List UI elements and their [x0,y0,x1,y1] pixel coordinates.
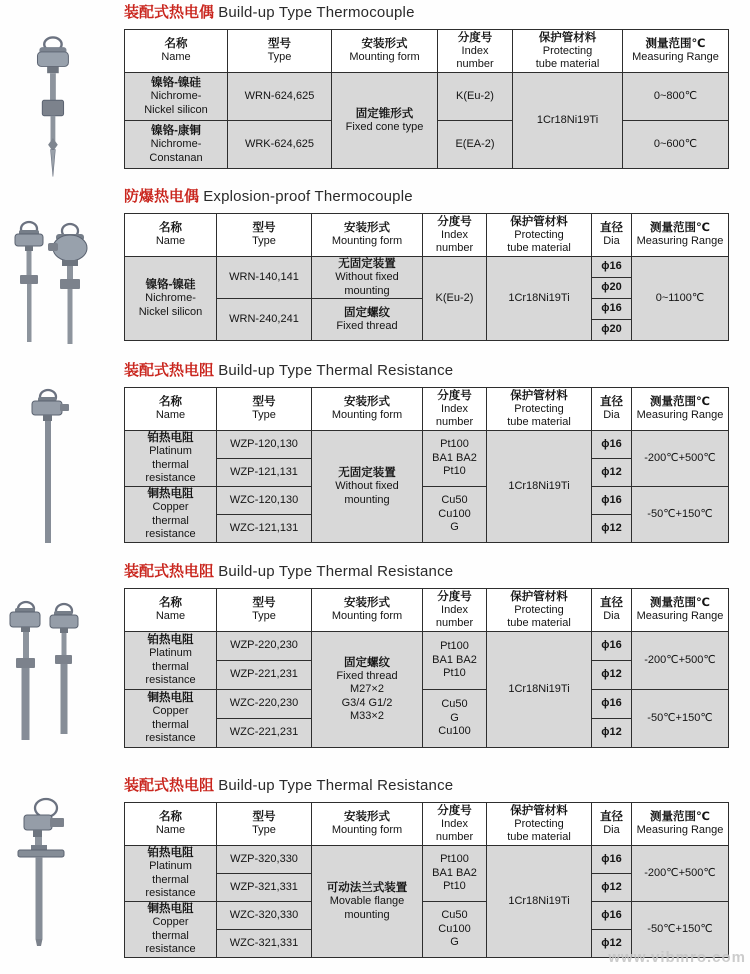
cell-mounting: 固定锥形式 Fixed cone type [332,73,438,169]
section-title-en: Explosion-proof Thermocouple [203,188,413,205]
cell-name: 铂热电阻 Platinum thermal resistance [125,431,217,487]
section-title-zh: 装配式热电阻 [124,362,215,379]
cell-type: WZC-221,231 [217,719,312,748]
cell-type: WZP-221,231 [217,661,312,690]
table-row [125,487,729,515]
col-header-measuring-range: 测量范围℃ Measuring Range [632,214,729,257]
col-header-dia: 直径 Dia [592,388,632,431]
spec-table [124,588,729,748]
section-title [124,3,730,23]
section-build-up-thermal-resistance-2 [124,562,730,748]
product-photo-thermal-resistance-thread-icon [2,599,90,749]
cell-range: -200℃+500℃ [632,431,729,487]
section-build-up-thermocouple [124,3,730,169]
cell-dia: ϕ16 [592,431,632,459]
cell-index-number: K(Eu-2) [438,73,513,121]
section-title [124,562,730,582]
col-header-tube-material: 保护管材料 Protecting tube material [487,388,592,431]
col-header-type: 型号 Type [217,589,312,632]
cell-dia: ϕ16 [592,846,632,874]
watermark: www.vibmro.com [608,949,746,966]
cell-range: 0~800℃ [623,73,729,121]
col-header-mounting-form: 安装形式 Mounting form [312,388,423,431]
col-header-name: 名称 Name [125,30,228,73]
cell-tube-material: 1Cr18Ni19Ti [487,846,592,958]
col-header-dia: 直径 Dia [592,214,632,257]
cell-mounting: 固定螺纹 Fixed thread [312,299,423,341]
section-title-zh: 装配式热电阻 [124,777,215,794]
cell-index-number: Cu50 G Cu100 [423,690,487,748]
cell-type: WRN-624,625 [228,73,332,121]
section-title-zh: 防爆热电偶 [124,188,200,205]
cell-range: -200℃+500℃ [632,632,729,690]
table-row [125,73,729,121]
cell-name: 镍铬-镍硅 Nichrome- Nickel silicon [125,73,228,121]
product-photo-thermal-resistance-flange-icon [10,796,72,948]
cell-range: 0~1100℃ [632,257,729,341]
col-header-index-number: 分度号 Index number [423,589,487,632]
cell-dia: ϕ16 [592,902,632,930]
cell-type: WZP-121,131 [217,459,312,487]
cell-type: WZC-220,230 [217,690,312,719]
col-header-tube-material: 保护管材料 Protecting tube material [513,30,623,73]
cell-mounting: 无固定装置 Without fixed mounting [312,431,423,543]
col-header-tube-material: 保护管材料 Protecting tube material [487,214,592,257]
col-header-mounting-form: 安装形式 Mounting form [332,30,438,73]
col-header-name: 名称 Name [125,803,217,846]
cell-index-number: Pt100 BA1 BA2 Pt10 [423,431,487,487]
cell-tube-material: 1Cr18Ni19Ti [487,257,592,341]
cell-type: WRK-624,625 [228,121,332,169]
section-build-up-thermal-resistance-3 [124,776,730,958]
cell-name: 铜热电阻 Copper thermal resistance [125,487,217,543]
cell-name: 铜热电阻 Copper thermal resistance [125,690,217,748]
cell-dia: ϕ12 [592,874,632,902]
cell-type: WZC-320,330 [217,902,312,930]
section-title [124,361,730,381]
col-header-name: 名称 Name [125,388,217,431]
cell-range: -50℃+150℃ [632,487,729,543]
cell-dia: ϕ16 [592,690,632,719]
cell-mounting: 固定螺纹 Fixed thread M27×2 G3/4 G1/2 M33×2 [312,632,423,748]
cell-dia: ϕ12 [592,515,632,543]
cell-dia: ϕ20 [592,278,632,299]
section-build-up-thermal-resistance-1 [124,361,730,543]
table-row [125,846,729,874]
col-header-measuring-range: 测量范围℃ Measuring Range [632,803,729,846]
spec-table [124,387,729,543]
col-header-dia: 直径 Dia [592,589,632,632]
col-header-type: 型号 Type [217,803,312,846]
section-explosion-proof-thermocouple [124,187,730,341]
cell-type: WRN-140,141 [217,257,312,299]
table-row [125,690,729,719]
table-row [125,632,729,661]
section-title-en: Build-up Type Thermal Resistance [218,563,454,580]
product-photo-explosion-proof-thermocouples-icon [4,219,99,347]
cell-name: 镍铬-康铜 Nichrome- Constanan [125,121,228,169]
cell-range: -50℃+150℃ [632,902,729,958]
cell-range: -200℃+500℃ [632,846,729,902]
cell-type: WZP-120,130 [217,431,312,459]
cell-dia: ϕ12 [592,719,632,748]
cell-index-number: Pt100 BA1 BA2 Pt10 [423,632,487,690]
section-title [124,776,730,796]
cell-name: 铂热电阻 Platinum thermal resistance [125,846,217,902]
col-header-index-number: 分度号 Index number [423,388,487,431]
cell-index-number: Cu50 Cu100 G [423,487,487,543]
cell-index-number: Cu50 Cu100 G [423,902,487,958]
cell-index-number: K(Eu-2) [423,257,487,341]
spec-table [124,213,729,341]
cell-name: 铜热电阻 Copper thermal resistance [125,902,217,958]
cell-mounting: 可动法兰式装置 Movable flange mounting [312,846,423,958]
section-title-en: Build-up Type Thermocouple [218,4,415,21]
cell-type: WZP-320,330 [217,846,312,874]
col-header-tube-material: 保护管材料 Protecting tube material [487,589,592,632]
cell-tube-material: 1Cr18Ni19Ti [513,73,623,169]
cell-type: WZC-120,130 [217,487,312,515]
cell-type: WZC-121,131 [217,515,312,543]
cell-name: 镍铬-镍硅 Nichrome- Nickel silicon [125,257,217,341]
col-header-measuring-range: 测量范围℃ Measuring Range [623,30,729,73]
section-title [124,187,730,207]
product-photo-build-up-thermocouple-icon [22,34,80,182]
section-title-zh: 装配式热电阻 [124,563,215,580]
cell-tube-material: 1Cr18Ni19Ti [487,632,592,748]
cell-index-number: Pt100 BA1 BA2 Pt10 [423,846,487,902]
section-title-en: Build-up Type Thermal Resistance [218,777,454,794]
table-row [125,902,729,930]
cell-name: 铂热电阻 Platinum thermal resistance [125,632,217,690]
section-title-en: Build-up Type Thermal Resistance [218,362,454,379]
cell-dia: ϕ16 [592,632,632,661]
section-title-zh: 装配式热电偶 [124,4,215,21]
col-header-type: 型号 Type [217,388,312,431]
spec-table [124,29,729,169]
col-header-measuring-range: 测量范围℃ Measuring Range [632,589,729,632]
col-header-mounting-form: 安装形式 Mounting form [312,803,423,846]
col-header-dia: 直径 Dia [592,803,632,846]
col-header-type: 型号 Type [217,214,312,257]
col-header-index-number: 分度号 Index number [438,30,513,73]
cell-type: WZP-321,331 [217,874,312,902]
cell-range: 0~600℃ [623,121,729,169]
cell-dia: ϕ16 [592,299,632,320]
col-header-mounting-form: 安装形式 Mounting form [312,589,423,632]
cell-range: -50℃+150℃ [632,690,729,748]
col-header-name: 名称 Name [125,214,217,257]
cell-dia: ϕ20 [592,320,632,341]
cell-tube-material: 1Cr18Ni19Ti [487,431,592,543]
col-header-mounting-form: 安装形式 Mounting form [312,214,423,257]
col-header-measuring-range: 测量范围℃ Measuring Range [632,388,729,431]
cell-dia: ϕ16 [592,257,632,278]
cell-dia: ϕ12 [592,661,632,690]
col-header-index-number: 分度号 Index number [423,803,487,846]
cell-dia: ϕ16 [592,487,632,515]
cell-type: WRN-240,241 [217,299,312,341]
col-header-name: 名称 Name [125,589,217,632]
col-header-tube-material: 保护管材料 Protecting tube material [487,803,592,846]
cell-index-number: E(EA-2) [438,121,513,169]
col-header-index-number: 分度号 Index number [423,214,487,257]
cell-dia: ϕ12 [592,459,632,487]
cell-mounting: 无固定装置 Without fixed mounting [312,257,423,299]
product-photo-thermal-resistance-icon [18,388,73,548]
spec-table [124,802,729,958]
table-row [125,257,729,278]
cell-type: WZC-321,331 [217,930,312,958]
table-row [125,431,729,459]
col-header-type: 型号 Type [228,30,332,73]
cell-type: WZP-220,230 [217,632,312,661]
cell-dia: ϕ12 [592,930,632,958]
